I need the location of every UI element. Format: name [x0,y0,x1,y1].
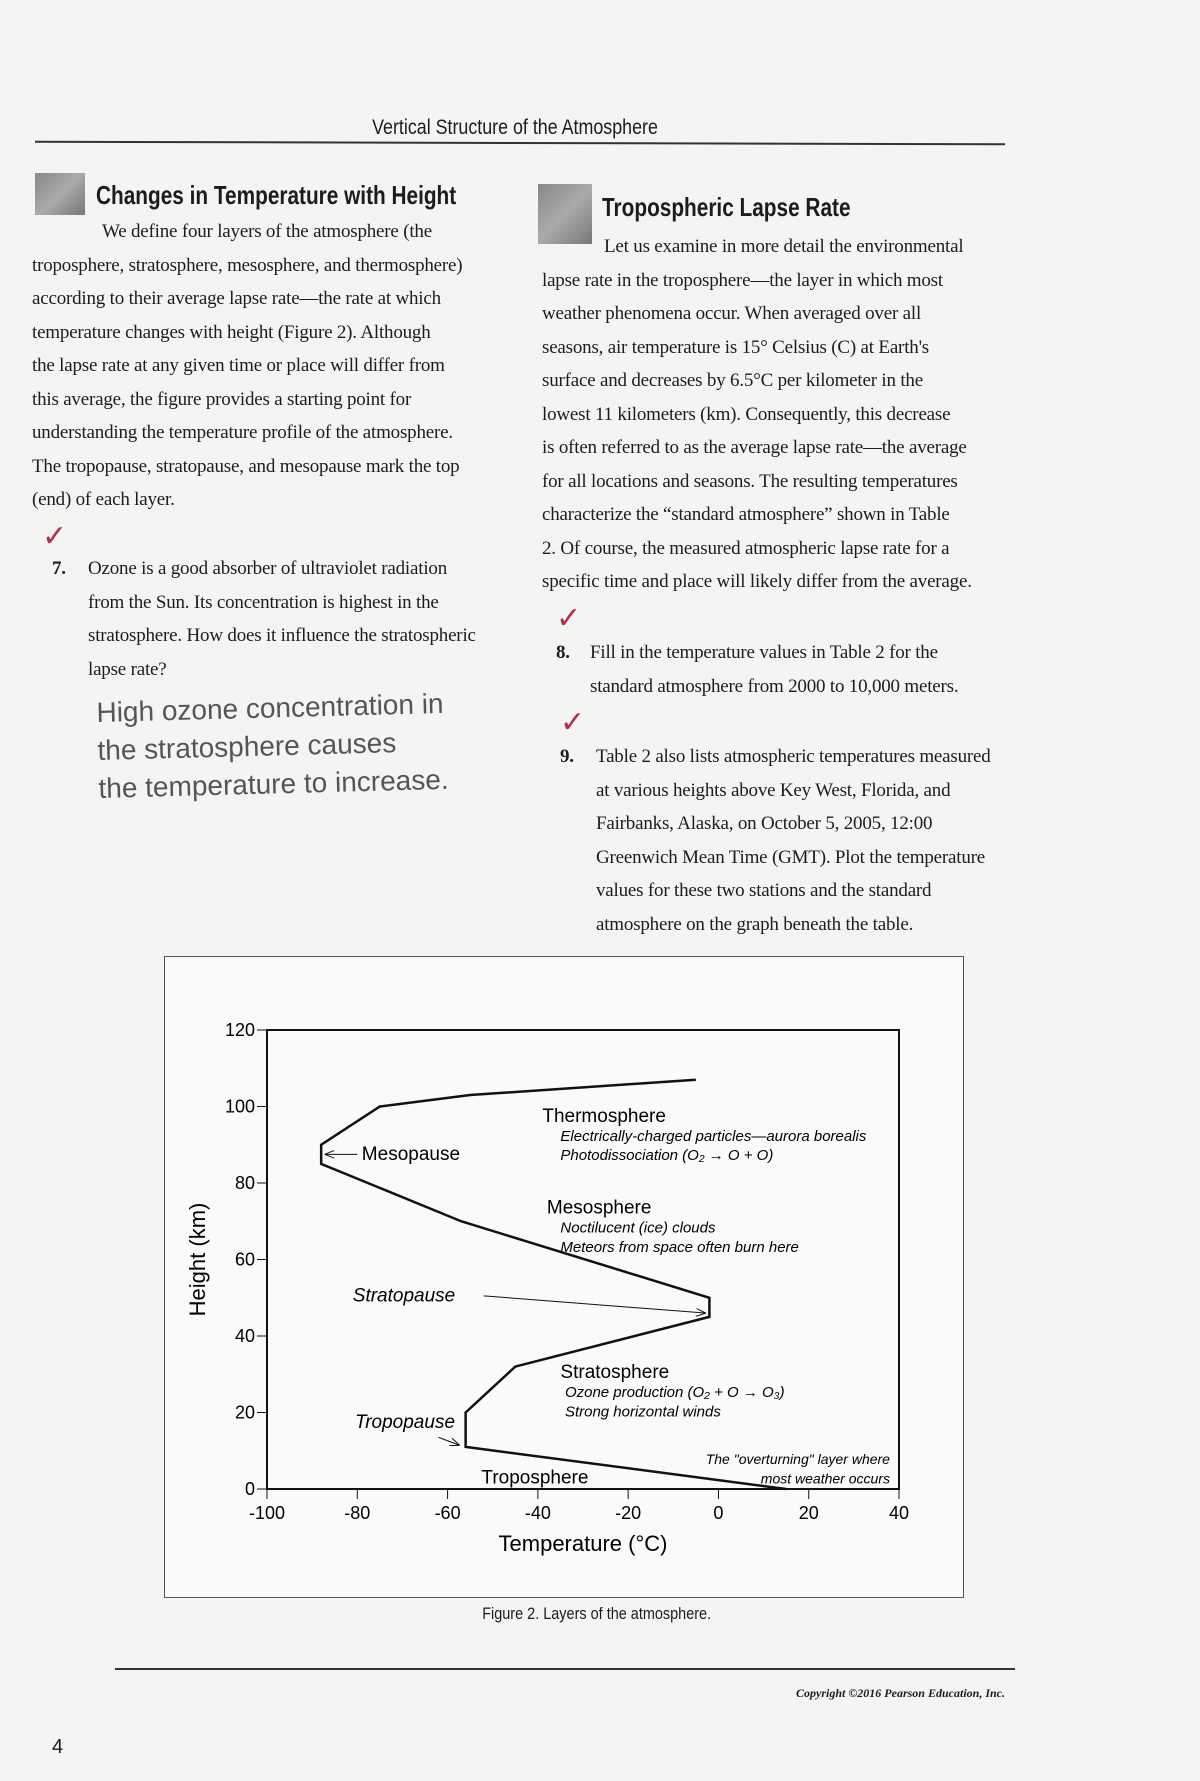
x-tick-label: -60 [434,1503,461,1523]
text-line: according to their average lapse rate—the rate at which [32,288,441,309]
label-tropopause: Tropopause [355,1411,456,1433]
question-7-number: 7. [52,558,66,579]
text-line: temperature changes with height (Figure 2). Although [32,321,431,343]
figure-2-chart [164,956,964,1598]
text-line: Table 2 also lists atmospheric temperatures measured [596,746,991,767]
text-line: We define four layers of the atmosphere (the [102,221,432,242]
text-line: (end) of each layer. [32,489,175,510]
label-tropo1: The "overturning" layer where [705,1451,890,1468]
tropopause-arrow [439,1437,459,1445]
label-tropo2: most weather occurs [760,1470,890,1487]
text-line: Greenwich Mean Time (GMT). Plot the temperature [596,846,985,868]
text-line: Fairbanks, Alaska, on October 5, 2005, 12:00 [596,813,933,834]
x-tick-label: -80 [344,1503,371,1523]
y-tick-label: 60 [234,1249,255,1270]
x-tick-label: -100 [248,1503,286,1523]
text-line: lapse rate in the troposphere—the layer in which most [542,269,943,291]
label-thermosphere: Thermosphere [542,1105,666,1127]
y-tick-label: 20 [234,1402,255,1423]
right-body-text [542,230,972,599]
question-8-number: 8. [556,642,570,663]
x-tick-label: 0 [713,1503,724,1523]
text-line: this average, the figure provides a starting point for [32,388,412,410]
text-line: Let us examine in more detail the environmental [604,236,964,257]
y-tick-label: 0 [244,1479,255,1499]
x-axis-label: Temperature (°C) [498,1531,668,1556]
y-tick-label: 80 [234,1173,255,1193]
text-line: lapse rate? [88,658,167,680]
label-meso2: Meteors from space often burn here [560,1238,799,1256]
text-line: understanding the temperature profile of the atmosphere. [32,422,453,443]
label-strato1: Ozone production (O₂ + O → O₃) [564,1384,785,1402]
question-9-text [596,740,991,941]
text-line: stratosphere. How does it influence the stratospheric [88,625,476,646]
footer-rule [115,1668,1015,1670]
y-tick-label: 40 [234,1326,255,1346]
text-line: from the Sun. Its concentration is highest in the [88,591,439,613]
text-line: surface and decreases by 6.5°C per kilometer in the [542,370,923,391]
x-tick-label: -40 [524,1503,551,1523]
text-line: troposphere, stratosphere, mesosphere, and thermosphere) [32,254,463,276]
x-tick-label: 20 [798,1503,819,1523]
y-tick-label: 100 [224,1096,255,1117]
text-line: standard atmosphere from 2000 to 10,000 meters. [590,675,959,697]
label-strato2: Strong horizontal winds [564,1403,721,1421]
question-9-number: 9. [560,746,574,767]
text-line: Fill in the temperature values in Table 2 for the [590,642,938,663]
label-thermo2: Photodissociation (O₂ → O + O) [560,1147,774,1165]
checkmark-icon: ✓ [42,519,68,554]
text-line: 2. Of course, the measured atmospheric lapse rate for a [542,537,950,559]
text-line: is often referred to as the average lapse rate—the average [542,437,967,458]
text-line: values for these two stations and the standard [596,880,932,901]
label-troposphere: Troposphere [481,1467,589,1489]
label-thermo1: Electrically-charged particles—aurora borealis [560,1127,867,1145]
text-line: specific time and place will likely differ from the average. [542,571,972,592]
checkmark-icon: ✓ [560,705,586,740]
text-line: weather phenomena occur. When averaged over all [542,303,922,324]
section-icon [35,173,85,215]
handwritten-line: High ozone concentration in [96,687,444,728]
label-mesosphere: Mesosphere [546,1197,652,1219]
text-line: at various heights above Key West, Florida, and [596,779,951,801]
text-line: The tropopause, stratopause, and mesopause mark the top [32,455,460,477]
section-heading-left: Changes in Temperature with Height [96,180,457,210]
x-tick-label: 40 [888,1503,910,1523]
section-heading-right: Tropospheric Lapse Rate [602,192,851,222]
text-line: characterize the “standard atmosphere” shown in Table [542,504,950,525]
question-7-text [88,552,476,686]
handwritten-line: the stratosphere causes [97,727,397,766]
page-number: 4 [52,1736,64,1758]
checkmark-icon: ✓ [556,601,582,636]
label-stratosphere: Stratosphere [560,1362,670,1384]
label-mesopause: Mesopause [361,1144,461,1166]
copyright: Copyright ©2016 Pearson Education, Inc. [796,1686,1005,1700]
x-tick-label: -20 [615,1503,642,1523]
running-header: Vertical Structure of the Atmosphere [372,116,658,139]
text-line: Ozone is a good absorber of ultraviolet radiation [88,558,448,579]
handwritten-answer [96,685,449,808]
label-meso1: Noctilucent (ice) clouds [560,1219,716,1237]
label-stratopause: Stratopause [352,1285,456,1307]
question-8-text [590,636,958,703]
text-line: lowest 11 kilometers (km). Consequently, this decrease [542,403,951,425]
left-body-text [32,215,462,517]
stratopause-arrow [484,1296,705,1313]
text-line: atmosphere on the graph beneath the table. [596,913,914,935]
figure-caption: Figure 2. Layers of the atmosphere. [482,1604,712,1623]
y-axis-label: Height (km) [185,1202,210,1317]
handwritten-line: the temperature to increase. [98,763,449,804]
header-rule [35,141,1005,146]
text-line: seasons, air temperature is 15° Celsius (C) at Earth's [542,336,929,358]
text-line: for all locations and seasons. The resulting temperatures [542,470,958,492]
y-tick-label: 120 [224,1020,255,1040]
text-line: the lapse rate at any given time or place will differ from [32,355,445,376]
